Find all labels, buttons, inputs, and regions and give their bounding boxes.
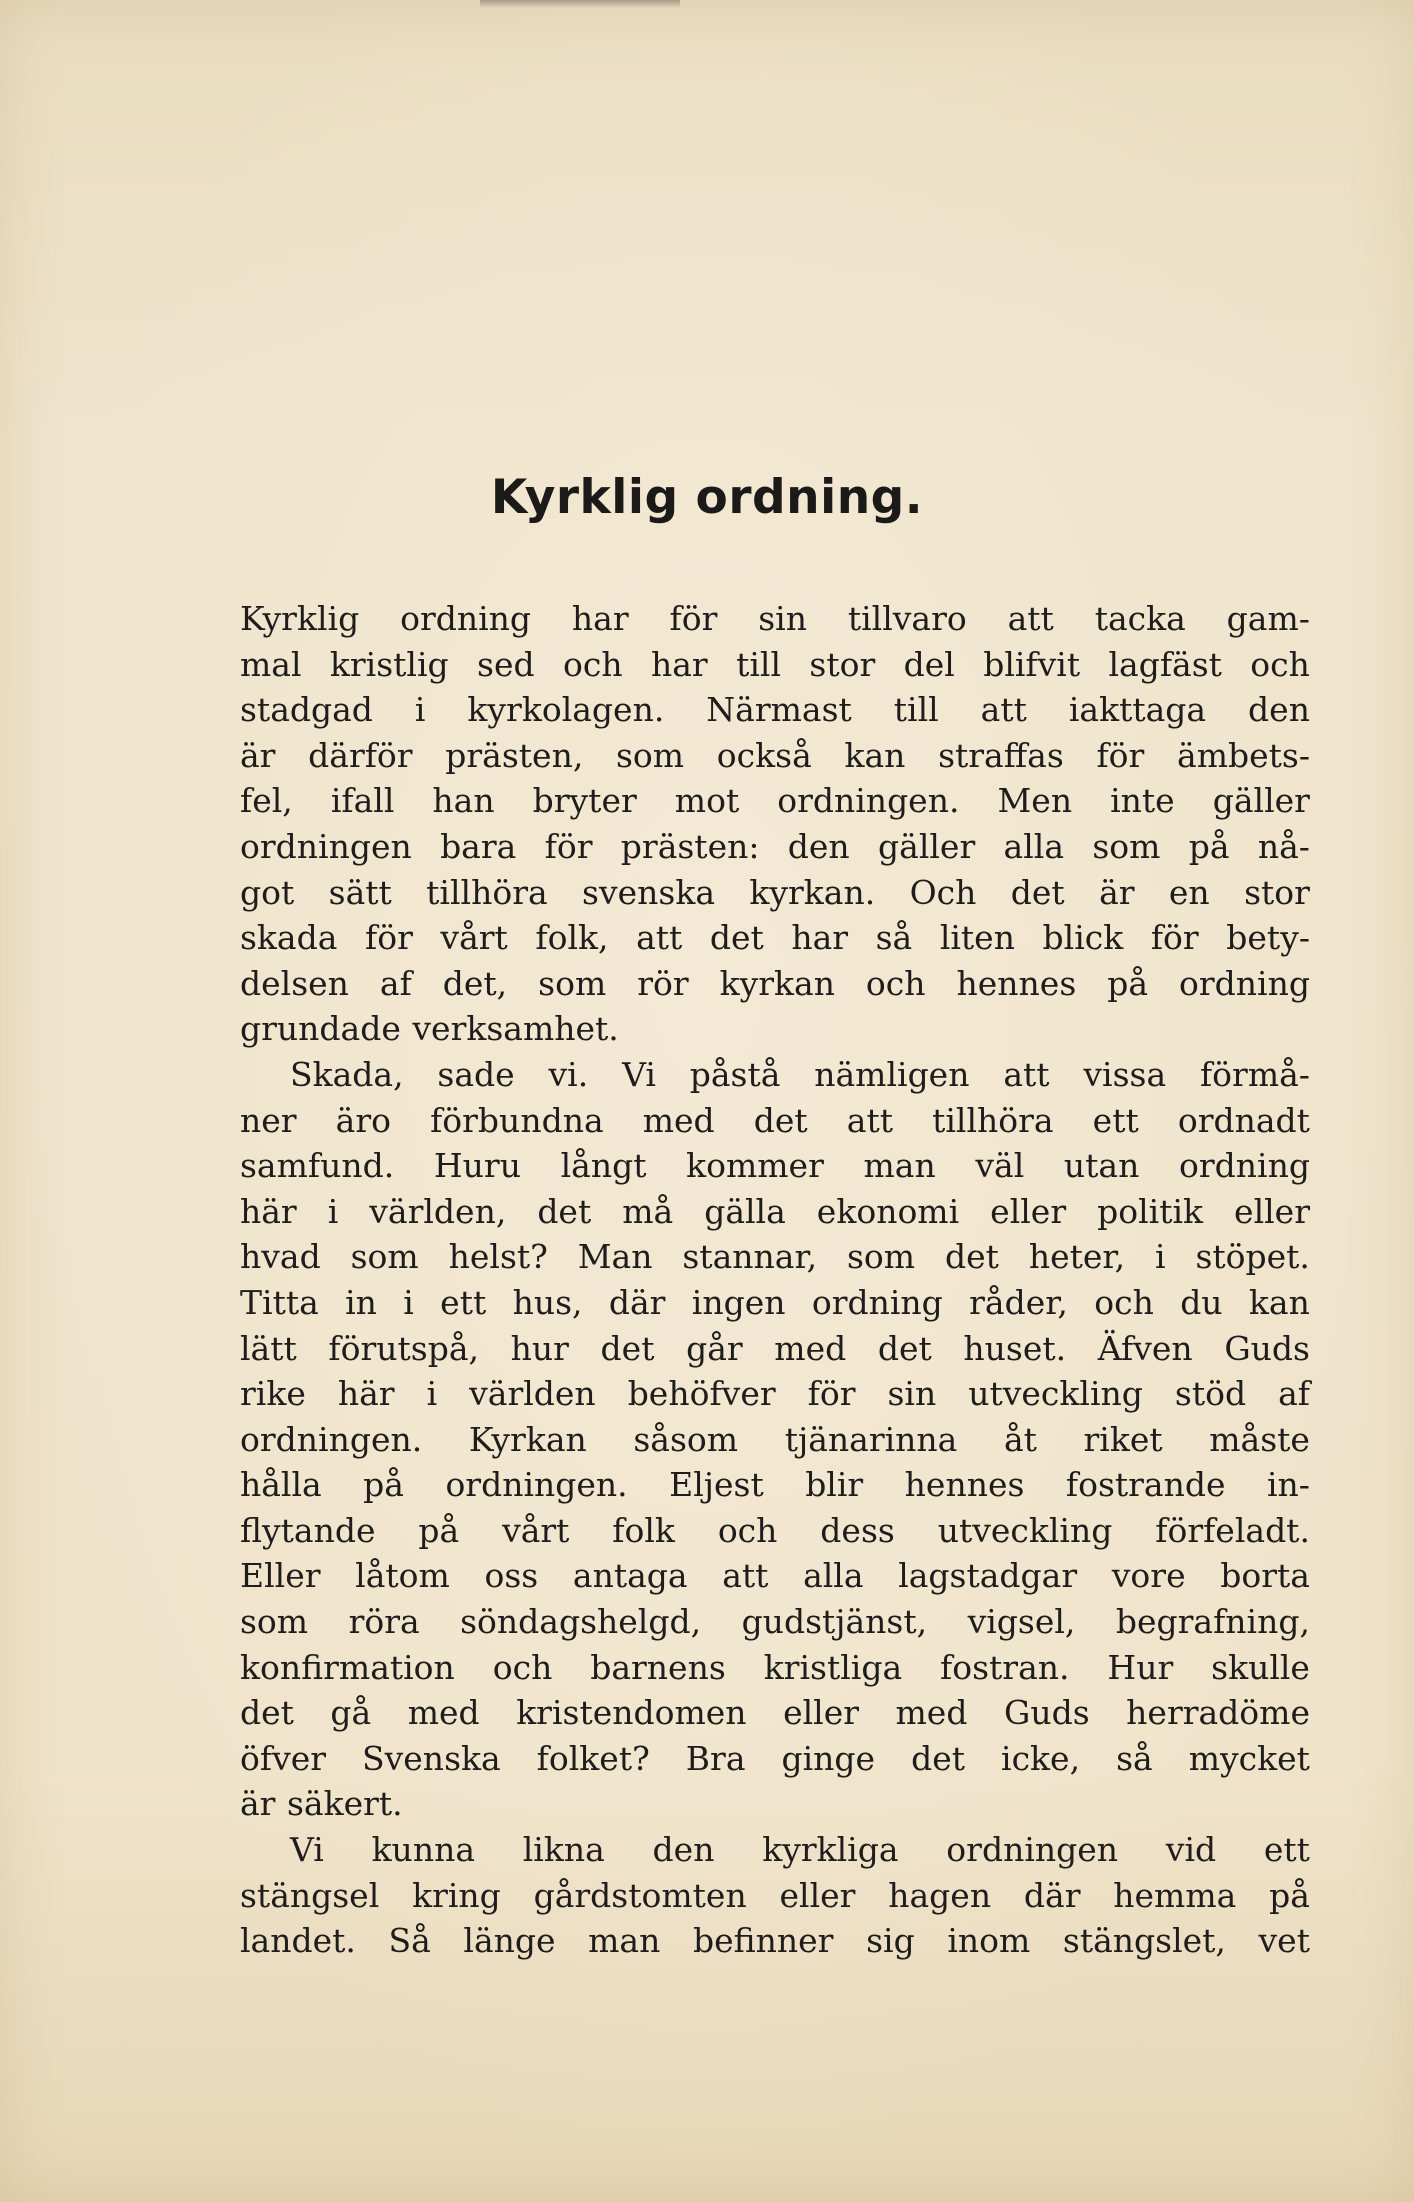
text-word: så (875, 918, 913, 958)
text-word: vigsel, (967, 1602, 1076, 1642)
text-word: ordningen. (240, 1419, 423, 1459)
text-line (240, 1690, 1310, 1736)
text-word: barnens (590, 1647, 726, 1687)
text-word: långt (560, 1146, 647, 1186)
text-word: samfund. (240, 1146, 395, 1186)
text-word: af (1278, 1374, 1310, 1414)
text-word: det (240, 1693, 294, 1733)
text-word: sin (758, 599, 807, 638)
text-word: som (538, 963, 607, 1003)
text-word: vid (1165, 1830, 1217, 1870)
text-word: med (407, 1693, 480, 1733)
text-word: här (337, 1374, 395, 1414)
text-word: äro (335, 1100, 391, 1140)
text-word: stöd (1174, 1374, 1247, 1414)
text-word: Guds (1003, 1693, 1090, 1733)
text-word: här (240, 1191, 297, 1231)
text-word: eller (990, 1191, 1067, 1231)
text-word: Så (388, 1921, 431, 1961)
text-word: hur (510, 1328, 569, 1368)
text-word: stängsel (240, 1875, 380, 1915)
text-word: ekonomi (816, 1191, 960, 1231)
text-word: att (980, 690, 1027, 730)
text-word: för (364, 918, 413, 958)
text-word: det (911, 1738, 966, 1778)
text-word: ordning (811, 1282, 943, 1322)
text-word: man (588, 1921, 661, 1961)
text-word: ett (1263, 1830, 1310, 1870)
text-word: stängslet, (1062, 1921, 1226, 1961)
text-word: Äfven (1097, 1328, 1193, 1368)
text-word: tacka (1094, 599, 1186, 638)
text-word: utveckling (937, 1510, 1113, 1550)
text-line (240, 1143, 1310, 1189)
text-word: tillvaro (847, 599, 967, 638)
text-word: går (686, 1328, 743, 1368)
text-word: landet. (240, 1921, 356, 1961)
text-word: Eller (240, 1556, 321, 1596)
text-line (240, 1006, 1310, 1052)
text-word: hennes (904, 1465, 1025, 1505)
text-word: det (600, 1328, 655, 1368)
text-line (240, 1645, 1310, 1691)
text-word: i (403, 1282, 414, 1322)
text-word: ett (1092, 1100, 1139, 1140)
text-word: gäller (1212, 781, 1310, 821)
text-word: för (1150, 918, 1199, 958)
text-word: mot (674, 781, 740, 821)
text-line (240, 1234, 1310, 1280)
text-word: bara (440, 826, 517, 866)
text-word: du (1180, 1282, 1223, 1322)
text-word: vårt (440, 918, 508, 958)
text-word: flytande (240, 1510, 376, 1550)
page-title: Kyrklig ordning. (490, 470, 924, 525)
text-word: såsom (633, 1419, 739, 1459)
text-word: prästen: (620, 826, 760, 866)
text-word: kommer (686, 1146, 824, 1186)
text-word: med (895, 1693, 968, 1733)
text-word: måste (1209, 1419, 1310, 1459)
text-word: utveckling (968, 1374, 1143, 1414)
text-word: åt (1003, 1419, 1037, 1459)
text-line (240, 1827, 1310, 1873)
text-line (240, 915, 1310, 961)
text-word: vet (1258, 1921, 1310, 1961)
text-word: hålla (240, 1465, 322, 1505)
text-line (240, 1553, 1310, 1599)
text-word: och (717, 1510, 778, 1550)
text-word: gudstjänst, (741, 1602, 928, 1642)
text-word: lagfäst (1108, 644, 1222, 684)
text-word: för (544, 826, 593, 866)
text-word: iakttaga (1068, 690, 1207, 730)
text-word: kyrkan. (749, 872, 876, 912)
text-word: bryter (532, 781, 637, 821)
text-word: utan (1063, 1146, 1140, 1186)
text-word: rike (240, 1374, 306, 1414)
text-word: skada (240, 918, 338, 958)
text-word: icke, (1001, 1738, 1081, 1778)
text-line (240, 1098, 1310, 1144)
text-word: med (774, 1328, 847, 1368)
text-word: den (652, 1830, 715, 1870)
text-word: hus, (512, 1282, 583, 1322)
text-word: också (716, 735, 812, 775)
text-word: fostrande (1065, 1465, 1226, 1505)
text-word: ämbets- (1177, 735, 1310, 775)
text-word: kyrkliga (762, 1830, 899, 1870)
text-word: vi. (548, 1054, 589, 1094)
text-word: likna (522, 1830, 605, 1870)
text-word: öfver (240, 1738, 327, 1778)
text-line (240, 778, 1310, 824)
text-word: kyrkolagen. (467, 690, 665, 730)
text-word: är (240, 1784, 276, 1824)
text-word: Bra (685, 1738, 746, 1778)
text-word: ordnadt (1177, 1100, 1310, 1140)
text-word: kring (412, 1875, 501, 1915)
text-word: i (414, 690, 426, 730)
text-line (240, 1189, 1310, 1235)
text-word: världen, (369, 1191, 507, 1231)
text-word: helst? (448, 1237, 548, 1277)
text-word: förmå- (1199, 1054, 1310, 1094)
text-word: Guds (1224, 1328, 1310, 1368)
text-word: med (642, 1100, 715, 1140)
text-word: riket (1083, 1419, 1163, 1459)
text-word: oss (484, 1556, 539, 1596)
text-word: i (426, 1374, 438, 1414)
text-word: Skada, (290, 1054, 404, 1094)
text-word: folket? (536, 1738, 650, 1778)
text-word: verksamhet. (412, 1009, 619, 1049)
text-word: ifall (330, 781, 395, 821)
text-word: påstå (689, 1054, 781, 1094)
text-word: gam- (1226, 599, 1310, 638)
text-line (240, 1462, 1310, 1508)
text-word: inom (947, 1921, 1031, 1961)
text-word: världen (469, 1374, 596, 1414)
text-word: Och (909, 872, 977, 912)
text-word: en (1168, 872, 1210, 912)
text-word: vore (1111, 1556, 1186, 1596)
text-word: ginge (781, 1738, 876, 1778)
text-word: fel, (240, 781, 293, 821)
text-word: för (669, 599, 718, 638)
text-word: länge (463, 1921, 556, 1961)
text-word: prästen, (445, 735, 584, 775)
text-word: grundade (240, 1009, 401, 1049)
text-word: kristlig (329, 644, 449, 684)
text-word: att (1007, 599, 1054, 638)
text-word: vissa (1083, 1054, 1167, 1094)
text-word: folk (612, 1510, 675, 1550)
text-line (240, 1280, 1310, 1326)
text-word: har (651, 644, 708, 684)
text-word: stannar, (682, 1237, 818, 1277)
text-word: Hur (1107, 1647, 1174, 1687)
text-line (240, 1326, 1310, 1372)
text-word: det (709, 918, 764, 958)
text-word: del (903, 644, 955, 684)
text-word: det (945, 1237, 999, 1277)
body-text (240, 596, 1310, 1964)
text-word: vårt (502, 1510, 570, 1550)
text-word: antaga (572, 1556, 688, 1596)
text-word: liten (939, 918, 1015, 958)
text-word: huset. (963, 1328, 1067, 1368)
text-word: blick (1042, 918, 1124, 958)
text-word: det (753, 1100, 808, 1140)
text-word: och (1250, 644, 1310, 684)
text-word: kunna (371, 1830, 475, 1870)
text-word: got (240, 872, 295, 912)
text-line (240, 1873, 1310, 1919)
text-word: må (622, 1191, 674, 1231)
text-line (240, 961, 1310, 1007)
text-word: på (1107, 963, 1149, 1003)
text-word: blifvit (983, 644, 1081, 684)
text-word: väl (975, 1146, 1025, 1186)
text-word: han (432, 781, 495, 821)
text-word: det (537, 1191, 592, 1231)
text-word: kyrkan (719, 963, 835, 1003)
text-line (240, 1417, 1310, 1463)
text-word: ordning (1179, 1146, 1310, 1186)
text-word: att (1003, 1054, 1050, 1094)
text-word: i (1154, 1237, 1166, 1277)
text-word: förbundna (430, 1100, 604, 1140)
text-word: lagstadgar (898, 1556, 1078, 1596)
text-line (240, 1052, 1310, 1098)
text-line (240, 1599, 1310, 1645)
text-word: därför (308, 735, 413, 775)
text-word: ordningen. (445, 1465, 628, 1505)
text-word: Eljest (669, 1465, 764, 1505)
text-word: i (327, 1191, 339, 1231)
text-word: Vi (622, 1054, 656, 1094)
text-word: politik (1097, 1191, 1204, 1231)
text-line (240, 1736, 1310, 1782)
text-word: söndagshelgd, (460, 1602, 702, 1642)
text-word: inte (1110, 781, 1175, 821)
text-word: tillhöra (932, 1100, 1054, 1140)
text-word: dess (820, 1510, 895, 1550)
text-word: nämligen (814, 1054, 970, 1094)
text-word: för (1096, 735, 1145, 775)
text-word: har (571, 599, 629, 638)
text-line (240, 1918, 1310, 1964)
text-word: det (877, 1328, 932, 1368)
text-word: den (1248, 690, 1310, 730)
text-word: sed (477, 644, 535, 684)
text-word: kan (844, 735, 906, 775)
text-word: sig (866, 1921, 915, 1961)
text-word: ordningen. (777, 781, 960, 821)
text-word: folk, (535, 918, 609, 958)
text-word: nå- (1257, 826, 1310, 866)
text-line (240, 687, 1310, 733)
text-word: sätt (328, 872, 392, 912)
text-word: som (1092, 826, 1161, 866)
text-word: stor (809, 644, 876, 684)
text-word: det, (442, 963, 508, 1003)
text-line (240, 596, 1310, 642)
text-word: stor (1244, 872, 1310, 912)
text-word: fostran. (940, 1647, 1070, 1687)
text-word: som (240, 1602, 309, 1642)
text-word: röra (348, 1602, 420, 1642)
text-word: ordning (1179, 963, 1310, 1003)
text-word: konfirmation (240, 1647, 455, 1687)
text-word: kan (1248, 1282, 1310, 1322)
text-word: eller (779, 1875, 856, 1915)
text-word: hagen (888, 1875, 992, 1915)
text-word: sin (887, 1374, 937, 1414)
text-word: bety- (1226, 918, 1310, 958)
text-word: gå (330, 1693, 372, 1733)
text-word: svenska (582, 872, 715, 912)
text-word: eller (1234, 1191, 1310, 1231)
text-word: tillhöra (426, 872, 548, 912)
text-word: ordning (400, 599, 532, 638)
text-word: skulle (1211, 1647, 1310, 1687)
text-word: att (636, 918, 683, 958)
text-word: som (847, 1237, 916, 1277)
text-word: gälla (704, 1191, 786, 1231)
text-word: är (1099, 872, 1135, 912)
text-word: mycket (1188, 1738, 1310, 1778)
text-word: där (1023, 1875, 1081, 1915)
text-word: Titta (240, 1282, 319, 1322)
text-word: låtom (355, 1556, 450, 1596)
text-line (240, 733, 1310, 779)
text-word: kristliga (763, 1647, 903, 1687)
text-word: sade (437, 1054, 515, 1094)
text-word: att (722, 1556, 769, 1596)
text-word: herradöme (1126, 1693, 1310, 1733)
text-word: heter, (1028, 1237, 1126, 1277)
text-word: mal (240, 644, 302, 684)
text-word: Svenska (362, 1738, 501, 1778)
text-word: stöpet. (1195, 1237, 1310, 1277)
text-word: lätt (240, 1328, 297, 1368)
text-word: råder, (969, 1282, 1068, 1322)
text-word: eller (783, 1693, 860, 1733)
text-word: Kyrklig (240, 599, 360, 638)
text-word: gäller (878, 826, 976, 866)
text-line (240, 1781, 1310, 1827)
text-word: delsen (240, 963, 349, 1003)
text-word: Vi (290, 1830, 324, 1870)
text-word: och (563, 644, 623, 684)
text-word: och (865, 963, 926, 1003)
text-word: ingen (691, 1282, 786, 1322)
text-word: blir (805, 1465, 864, 1505)
text-word: af (379, 963, 412, 1003)
text-line (240, 642, 1310, 688)
text-word: tjänarinna (784, 1419, 958, 1459)
text-line (240, 1371, 1310, 1417)
text-word: behöfver (627, 1374, 776, 1414)
text-line (240, 870, 1310, 916)
text-word: stadgad (240, 690, 373, 730)
text-word: till (736, 644, 782, 684)
text-word: rör (637, 963, 689, 1003)
text-word: hennes (956, 963, 1077, 1003)
text-word: hemma (1113, 1875, 1237, 1915)
text-word: förutspå, (328, 1328, 479, 1368)
text-word: hvad (240, 1237, 321, 1277)
text-word: Men (997, 781, 1073, 821)
text-word: alla (1003, 826, 1065, 866)
text-word: gårdstomten (533, 1875, 747, 1915)
text-word: så (1116, 1738, 1153, 1778)
text-word: ordningen (946, 1830, 1119, 1870)
text-line (240, 1508, 1310, 1554)
text-word: Närmast (706, 690, 852, 730)
text-word: Huru (433, 1146, 521, 1186)
text-word: den (787, 826, 850, 866)
text-word: på (363, 1465, 404, 1505)
text-word: har (791, 918, 849, 958)
text-word: man (863, 1146, 936, 1186)
text-word: ordningen (240, 826, 412, 866)
text-word: borta (1220, 1556, 1310, 1596)
text-word: befinner (692, 1921, 834, 1961)
text-word: begrafning, (1115, 1602, 1310, 1642)
text-word: ett (440, 1282, 487, 1322)
text-word: till (893, 690, 939, 730)
text-word: och (492, 1647, 553, 1687)
text-word: det (1010, 872, 1065, 912)
text-word: straffas (938, 735, 1064, 775)
text-word: är (240, 735, 276, 775)
text-word: och (1094, 1282, 1154, 1322)
text-word: ner (240, 1100, 297, 1140)
text-word: som (616, 735, 685, 775)
text-word: Man (577, 1237, 653, 1277)
text-word: på (1188, 826, 1230, 866)
text-word: att (846, 1100, 893, 1140)
text-word: kristendomen (516, 1693, 747, 1733)
text-word: för (807, 1374, 856, 1414)
text-word: in- (1266, 1465, 1310, 1505)
text-line (240, 824, 1310, 870)
text-word: Kyrkan (468, 1419, 587, 1459)
text-word: där (608, 1282, 666, 1322)
text-word: in (345, 1282, 377, 1322)
text-word: på (1269, 1875, 1310, 1915)
text-word: säkert. (287, 1784, 403, 1824)
text-word: förfeladt. (1155, 1510, 1310, 1550)
text-word: på (418, 1510, 460, 1550)
page-top-edge-mark (480, 0, 680, 8)
text-word: som (350, 1237, 419, 1277)
text-word: alla (803, 1556, 864, 1596)
